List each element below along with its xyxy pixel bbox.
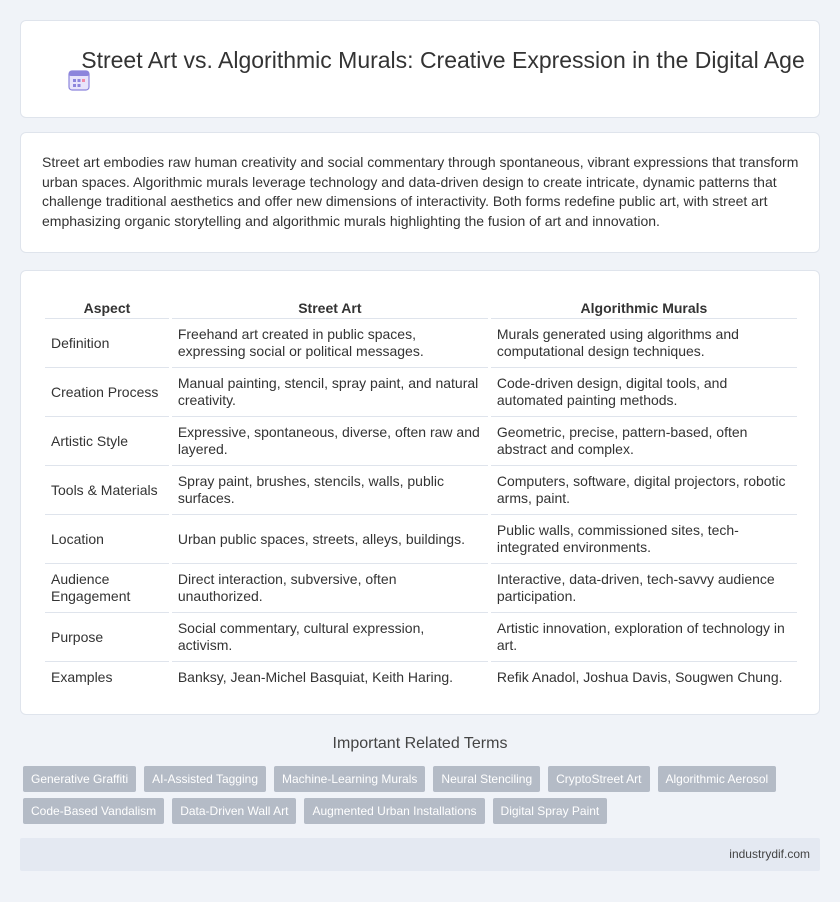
- row-street-art: Expressive, spontaneous, diverse, often raw and layered.: [172, 417, 488, 466]
- tag-neural-stenciling[interactable]: Neural Stenciling: [433, 766, 540, 792]
- row-street-art: Urban public spaces, streets, alleys, buildings.: [172, 515, 488, 564]
- row-algorithmic-murals: Geometric, precise, pattern-based, often abstract and complex.: [491, 417, 797, 466]
- row-aspect: Tools & Materials: [45, 466, 169, 515]
- row-algorithmic-murals: Murals generated using algorithms and computational design techniques.: [491, 319, 797, 368]
- row-algorithmic-murals: Code-driven design, digital tools, and automated painting methods.: [491, 368, 797, 417]
- tag-digital-spray-paint[interactable]: Digital Spray Paint: [493, 798, 608, 824]
- page-title: Street Art vs. Algorithmic Murals: Creative Expression in the Digital Age: [81, 47, 805, 73]
- tag-cryptostreet-art[interactable]: CryptoStreet Art: [548, 766, 649, 792]
- table-header-row: [45, 295, 797, 319]
- row-algorithmic-murals: Public walls, commissioned sites, tech-integrated environments.: [491, 515, 797, 564]
- tag-ai-assisted-tagging[interactable]: AI-Assisted Tagging: [144, 766, 266, 792]
- tag-augmented-urban-installations[interactable]: Augmented Urban Installations: [304, 798, 484, 824]
- header-aspect: Aspect: [45, 295, 169, 319]
- tag-data-driven-wall-art[interactable]: Data-Driven Wall Art: [172, 798, 296, 824]
- tag-machine-learning-murals[interactable]: Machine-Learning Murals: [274, 766, 425, 792]
- tag-algorithmic-aerosol[interactable]: Algorithmic Aerosol: [658, 766, 777, 792]
- row-aspect: Examples: [51, 669, 113, 685]
- row-street-art: Manual painting, stencil, spray paint, and natural creativity.: [172, 368, 488, 417]
- row-algorithmic-murals: Artistic innovation, exploration of technology in art.: [491, 613, 797, 662]
- table-row: [45, 564, 797, 613]
- comparison-table-card: [20, 270, 820, 715]
- table-row: [45, 662, 797, 693]
- related-terms-heading: Important Related Terms: [332, 735, 508, 752]
- title-card: [20, 20, 820, 118]
- row-aspect: Audience Engagement: [45, 564, 169, 613]
- table-row: [45, 417, 797, 466]
- row-street-art: Freehand art created in public spaces, expressing social or political messages.: [172, 319, 488, 368]
- table-row: [45, 515, 797, 564]
- row-aspect: Definition: [45, 319, 169, 368]
- row-street-art: Direct interaction, subversive, often unauthorized.: [172, 564, 488, 613]
- intro-paragraph: Street art embodies raw human creativity and social commentary through spontaneous, vibrant expressions that transform urban spaces. Algorithmic murals leverage technology and data-driven design to create intricate, dynamic patterns that challenge traditional aesthetics and offer new dimensions of interactivity. Both forms redefine public art, with street art emphasizing organic storytelling and algorithmic murals highlighting the fusion of art and innovation.: [42, 154, 799, 229]
- footer: [20, 838, 820, 871]
- row-aspect: Artistic Style: [45, 417, 169, 466]
- tag-code-based-vandalism[interactable]: Code-Based Vandalism: [23, 798, 164, 824]
- row-street-art: Banksy, Jean-Michel Basquiat, Keith Haring.: [177, 669, 454, 685]
- row-algorithmic-murals: Computers, software, digital projectors, robotic arms, paint.: [491, 466, 797, 515]
- header-algorithmic-murals: Algorithmic Murals: [491, 295, 797, 319]
- related-terms-list: [23, 766, 823, 824]
- row-aspect: Purpose: [45, 613, 169, 662]
- row-street-art: Social commentary, cultural expression, activism.: [172, 613, 488, 662]
- tag-generative-graffiti[interactable]: Generative Graffiti: [23, 766, 136, 792]
- footer-domain[interactable]: industrydif.com: [729, 847, 810, 861]
- table-row: [45, 613, 797, 662]
- row-aspect: Location: [45, 515, 169, 564]
- row-aspect: Creation Process: [45, 368, 169, 417]
- table-row: [45, 368, 797, 417]
- row-street-art: Spray paint, brushes, stencils, walls, public surfaces.: [172, 466, 488, 515]
- row-algorithmic-murals: Interactive, data-driven, tech-savvy audience participation.: [491, 564, 797, 613]
- row-algorithmic-murals: Refik Anadol, Joshua Davis, Sougwen Chung.: [496, 669, 783, 685]
- comparison-table: [42, 295, 800, 693]
- table-row: [45, 319, 797, 368]
- table-row: [45, 466, 797, 515]
- header-street-art: Street Art: [172, 295, 488, 319]
- intro-card: [20, 132, 820, 253]
